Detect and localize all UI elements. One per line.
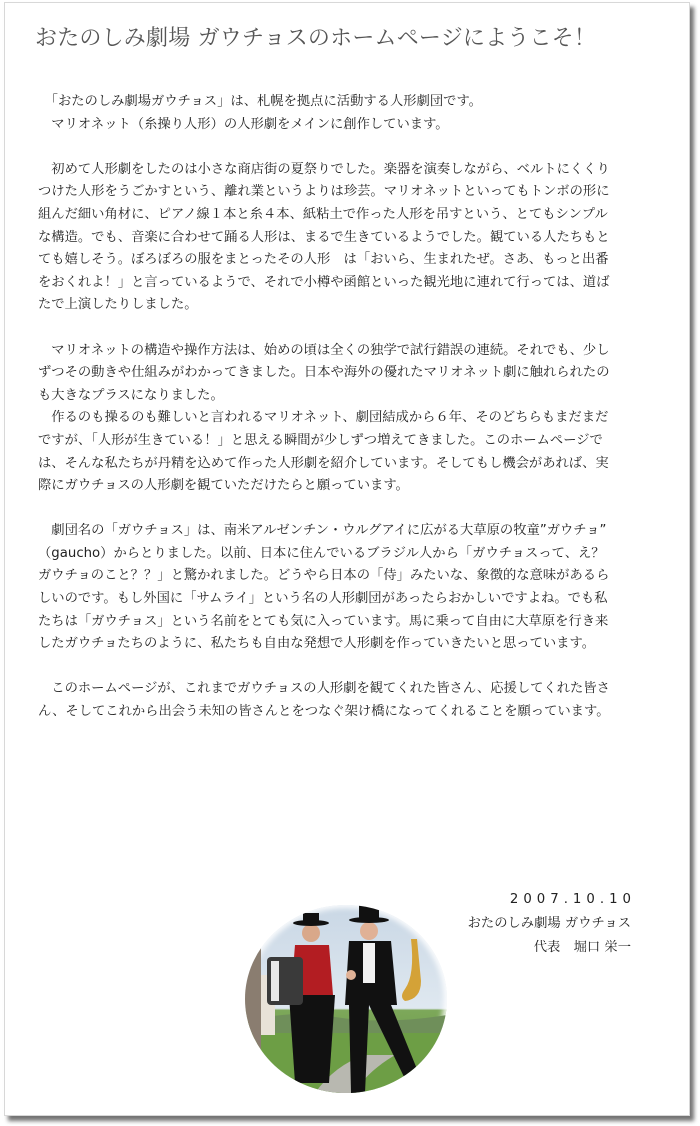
page-frame <box>4 2 690 1116</box>
signature-representative: 代表 堀口 栄一 <box>533 940 631 955</box>
performers-photo <box>245 905 447 1093</box>
paragraph-name-origin: 劇団名の「ガウチョス」は、南米アルゼンチン・ウルグアイに広がる大草原の牧童”ガウチョ” （gaucho）からとりました。以前、日本に住んでいるブラジル人から「ガウチョスって、え？ ガウチョのこと？？」と驚かれました。どうやら日本の「侍」みたいな、象徴的な意味があるら しいのです。もし外国に「サムライ」という名の人形劇団があったらおかしいですよね。でも私 たちは「ガウチョス」という名前をとても気に入っています。馬に乗って自由に大草原を行き来 したガウチョたちのように、私たちも自由な発想で人形劇を作っていきたいと思っています。 <box>38 523 610 652</box>
paragraph-marionette: マリオネットの構造や操作方法は、始めの頃は全くの独学で試行錯誤の連続。それでも、少し ずつその動きや仕組みがわかってきました。日本や海外の優れたマリオネット劇に触れられたの も大きなプラスになりました。 作るのも操るのも難しいと言われるマリオネット、劇団結成から６年、そのどちらもまだまだ ですが、「人形が生きている！」と思える瞬間が少しずつ増えてきました。このホームページで は、そんな私たちが丹精を込めて作った人形劇を紹介しています。そしてもし機会があれば、実 際にガウチョスの人形劇を観ていただけたらと願っています。 <box>38 342 610 494</box>
main-text <box>38 91 658 746</box>
paragraph-closing: このホームページが、これまでガウチョスの人形劇を観てくれた皆さん、応援してくれた皆さ ん、そしてこれから出会う未知の皆さんとをつなぐ架け橋になってくれることを願っています。 <box>38 681 610 720</box>
signature-block <box>467 888 636 960</box>
page-title: おたのしみ劇場 ガウチョスのホームページにようこそ！ <box>35 26 597 51</box>
paragraph-history: 初めて人形劇をしたのは小さな商店街の夏祭りでした。楽器を演奏しながら、ベルトにくくり つけた人形をうごかすという、離れ業というよりは珍芸。マリオネットといってもトンボの形に 組んだ細い角材に、ピアノ線１本と糸４本、紙粘土で作った人形を吊すという、とてもシンプル な構造。でも、音楽に合わせて踊る人形は、まるで生きているようでした。観ている人たちもと ても嬉しそう。ぼろぼろの服をまとったその人形 は「おいら、生まれたぜ。さあ、もっと出番 をおくれよ！」と言っているようで、それで小樽や函館といった観光地に連れて行っては、道ば たで上演したりしました。 <box>38 161 610 313</box>
paragraph-intro: 「おたのしみ劇場ガウチョス」は、札幌を拠点に活動する人形劇団です。 マリオネット（糸操り人形）の人形劇をメインに創作しています。 <box>38 94 482 132</box>
signature-org: おたのしみ劇場 ガウチョス <box>467 916 631 931</box>
signature-date: 2007.10.10 <box>509 892 636 907</box>
performers-illustration <box>245 905 447 1093</box>
